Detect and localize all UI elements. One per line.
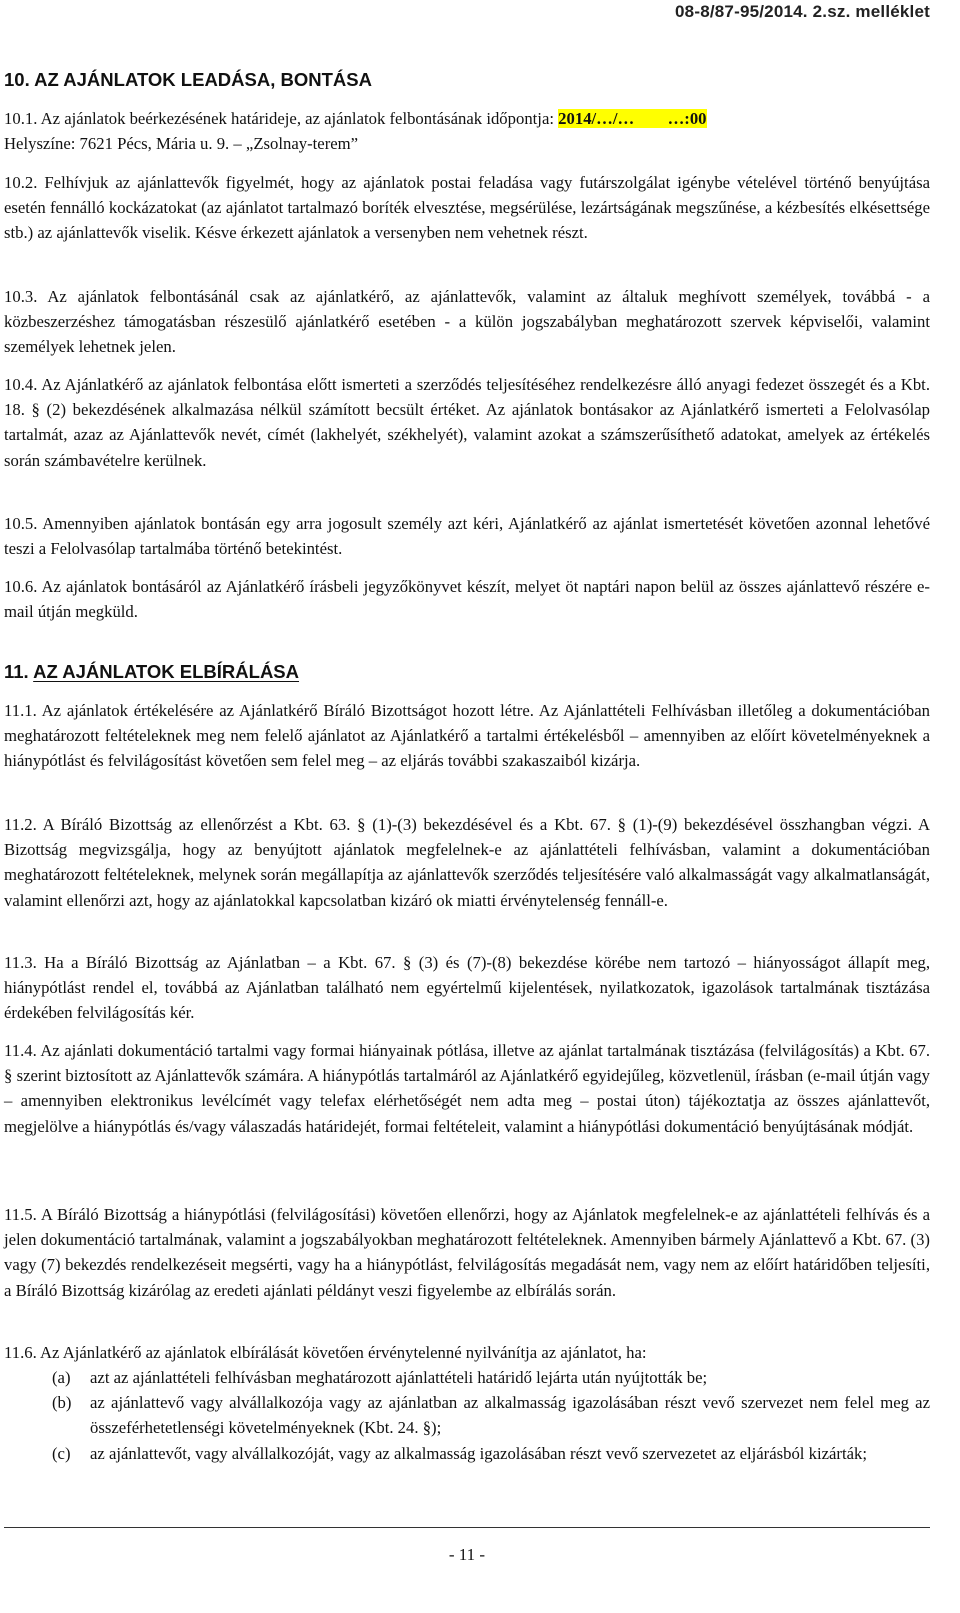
paragraph-10-6: 10.6. Az ajánlatok bontásáról az Ajánlatkérő írásbeli jegyzőkönyvet készít, melyet öt naptári napon belül az összes ajánlattevő részére e-mail útján megküld. bbox=[4, 577, 930, 622]
section-11-number: 11. bbox=[4, 661, 34, 682]
section-11-heading: AZ AJÁNLATOK ELBÍRÁLÁSA bbox=[33, 661, 300, 682]
document-reference: 08-8/87-95/2014. 2.sz. melléklet bbox=[675, 2, 930, 21]
deadline-highlight: 2014/…/… …:00 bbox=[558, 109, 707, 128]
paragraph-10-1-text: 10.1. Az ajánlatok beérkezésének határideje, az ajánlatok felbontásának időpontja: bbox=[4, 109, 559, 128]
paragraph-11-1: 11.1. Az ajánlatok értékelésére az Ajánlatkérő Bíráló Bizottságot hozott létre. Az Ajánlattételi Felhívásban illetőleg a dokumentációban meghatározott feltételeknek meg nem felelő ajánlatot az Ajánlatkérő a tartalmi értékelésből – amennyiben az előírt követelményeknek a hiánypótlást és felvilágosítást követően sem felel meg – az eljárás további szakaszaiból kizárja. bbox=[4, 701, 930, 771]
paragraph-11-6: 11.6. Az Ajánlatkérő az ajánlatok elbírálását követően érvénytelenné nyilvánítja az ajánlatot, ha: bbox=[4, 1343, 647, 1362]
footer-divider bbox=[4, 1527, 930, 1528]
list-marker: (a) bbox=[52, 1368, 71, 1387]
paragraph-11-4: 11.4. Az ajánlati dokumentáció tartalmi vagy formai hiányainak pótlása, illetve az ajánlat tartalmának tisztázása (felvilágosítás) a Kbt. 67. § szerint biztosított az Ajánlattevők számára. A hiánypótlás tartalmáról az Ajánlatkérő egyidejűleg, közvetlenül, írásban (e-mail útján vagy – amennyiben elektronikus levélcímét vagy telefax elérhetőségét nem adta meg – postai úton) tájékoztatja az összes ajánlattevőt, megjelölve a hiánypótlás és/vagy válaszadás határidejét, formai feltételeit, valamint a hiánypótlási dokumentáció benyújtásának módját. bbox=[4, 1041, 930, 1136]
list-marker: (b) bbox=[52, 1393, 72, 1412]
paragraph-11-3: 11.3. Ha a Bíráló Bizottság az Ajánlatban – a Kbt. 67. § (3) és (7)-(8) bekezdése körébe nem tartozó – hiányosságot állapít meg, hiánypótlást rendel el, továbbá az Ajánlatban található nem egyértelmű kijelentések, nyilatkozatok, igazolások tartalmának tisztázása érdekében felvilágosítás kér. bbox=[4, 953, 930, 1023]
list-text: azt az ajánlattételi felhívásban meghatározott ajánlattételi határidő lejárta után nyújtották be; bbox=[90, 1368, 708, 1387]
section-10-title: 10. AZ AJÁNLATOK LEADÁSA, BONTÁSA bbox=[4, 69, 372, 90]
list-text: az ajánlattevő vagy alvállalkozója vagy az ajánlatban az alkalmasság igazolásában részt vevő szervezet nem felel meg az összeférhetetlenségi követelményeknek (Kbt. 24. §); bbox=[90, 1393, 930, 1438]
paragraph-10-5: 10.5. Amennyiben ajánlatok bontásán egy arra jogosult személy azt kéri, Ajánlatkérő az ajánlat ismertetését követően azonnal lehetővé teszi a Felolvasólap tartalmába történő betekintést. bbox=[4, 514, 930, 559]
paragraph-11-5: 11.5. A Bíráló Bizottság a hiánypótlási (felvilágosítási) követően ellenőrzi, hogy az Ajánlatok megfelelnek-e az ajánlattételi felhívás és a jelen dokumentáció tartalmának, valamint a jogszabályokban meghatározott feltételeknek. Amennyiben bármely Ajánlattevő a Kbt. 67. (3) vagy (7) bekezdés rendelkezéseit megsérti, vagy ha a hiánypótlást, felvilágosítás megadását nem, vagy nem az előírt határidőben teljesíti, a Bíráló Bizottság kizárólag az eredeti ajánlati példányt veszi figyelembe az elbírálás során. bbox=[4, 1205, 930, 1300]
paragraph-11-2: 11.2. A Bíráló Bizottság az ellenőrzést a Kbt. 63. § (1)-(3) bekezdésével és a Kbt. 67. § (1)-(9) bekezdésével összhangban végzi. A Bizottság megvizsgálja, hogy az benyújtott ajánlatok megfelelnek-e az ajánlattételi felhívásban, valamint a dokumentációban meghatározott feltételeknek, melynek során megállapítja az ajánlattevők szerződés teljesítésére való alkalmasságát vagy alkalmatlanságát, valamint ellenőrzi azt, hogy az ajánlatokkal kapcsolatban kizáró ok miatti érvénytelenség fennáll-e. bbox=[4, 815, 930, 910]
paragraph-10-2: 10.2. Felhívjuk az ajánlattevők figyelmét, hogy az ajánlatok postai feladása vagy futárszolgálat igénybe vételével történő benyújtása esetén fennálló kockázatokat (az ajánlatot tartalmazó boríték elvesztése, megsérülése, lezártságának megszűnése, a kézbesítés elkésettsége stb.) az ajánlattevők viselik. Késve érkezett ajánlatok a versenyben nem vehetnek részt. bbox=[4, 173, 930, 243]
paragraph-10-4: 10.4. Az Ajánlatkérő az ajánlatok felbontása előtt ismerteti a szerződés teljesítéséhez rendelkezésre álló anyagi fedezet összegét és a Kbt. 18. § (2) bekezdésének alkalmazása nélkül számított becsült értéket. Az ajánlatok bontásakor az Ajánlatkérő ismerteti a Felolvasólap tartalmát, azaz az Ajánlattevők nevét, címét (lakhelyét, székhelyét), valamint azokat a számszerűsíthető adatokat, amelyek az értékelés során számbavételre kerülnek. bbox=[4, 375, 930, 470]
list-text: az ajánlattevőt, vagy alvállalkozóját, vagy az alkalmasság igazolásában részt vevő szervezetet az eljárásból kizárták; bbox=[90, 1444, 867, 1463]
section-11-title bbox=[4, 661, 299, 683]
list-marker: (c) bbox=[52, 1444, 71, 1463]
paragraph-10-1 bbox=[4, 106, 930, 156]
paragraph-10-1-venue: Helyszíne: 7621 Pécs, Mária u. 9. – „Zsolnay-terem” bbox=[4, 134, 359, 154]
page-number: - 11 - bbox=[448, 1545, 486, 1564]
paragraph-10-3: 10.3. Az ajánlatok felbontásánál csak az ajánlatkérő, az ajánlattevők, valamint az általuk meghívott személyek, továbbá - a közbeszerzéshez támogatásban részesülő ajánlatkérő esetében - a külön jogszabályban meghatározott szervek képviselői, valamint személyek lehetnek jelen. bbox=[4, 287, 930, 357]
